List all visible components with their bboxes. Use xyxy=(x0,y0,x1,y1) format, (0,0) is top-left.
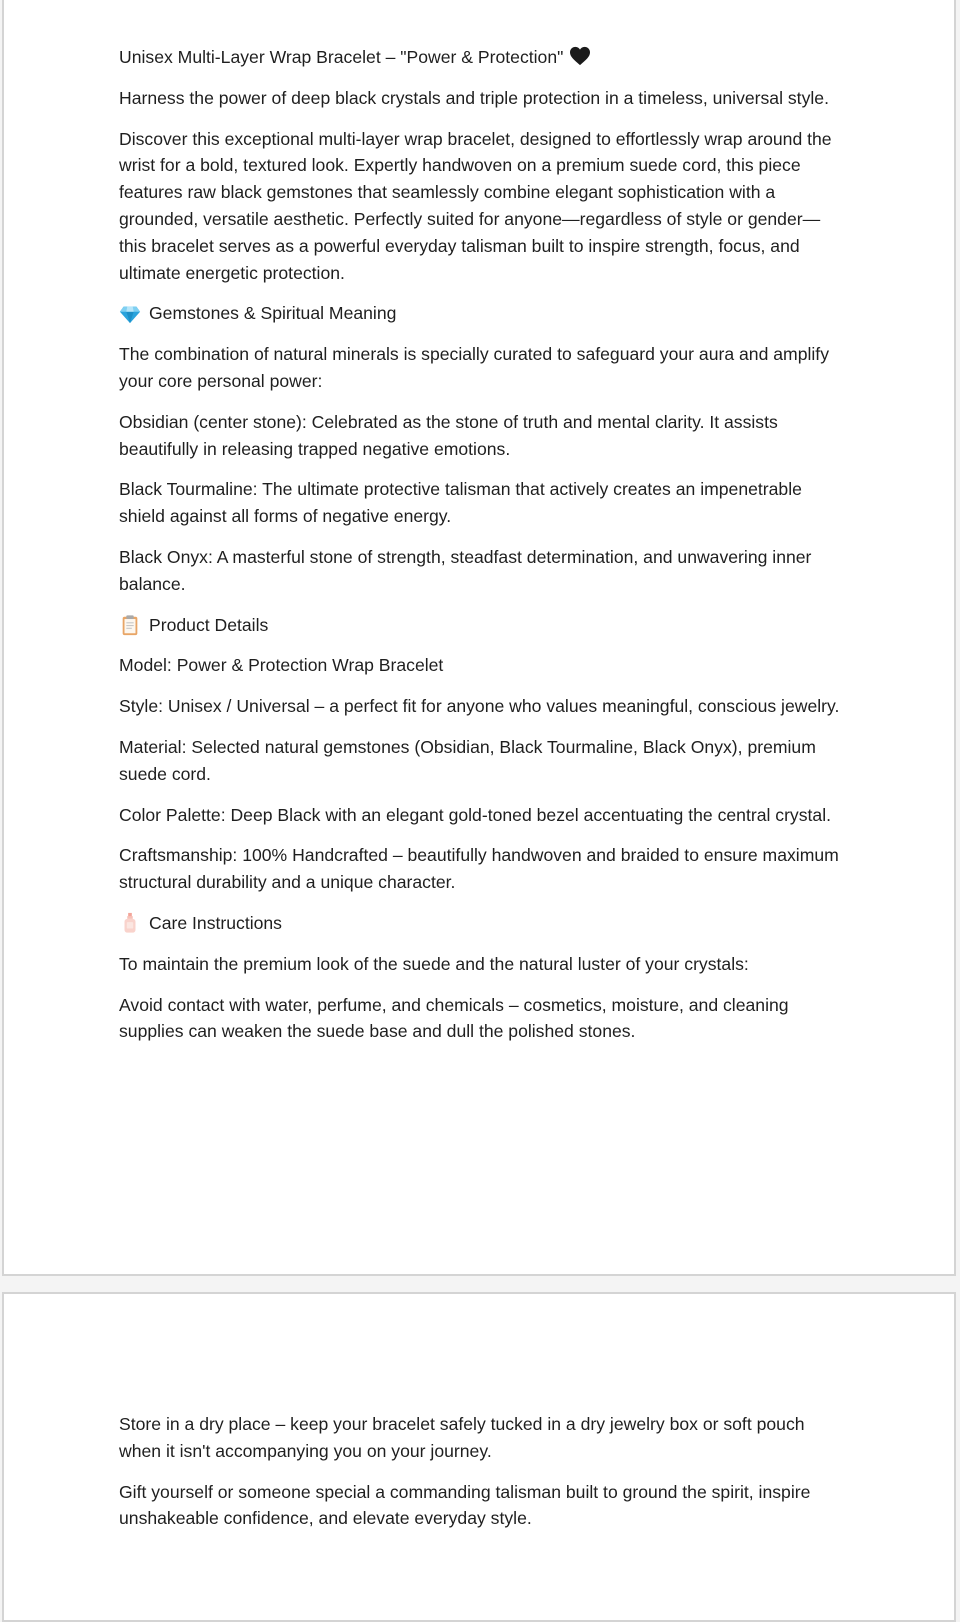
document-page-1 xyxy=(2,0,956,1276)
gem-icon xyxy=(119,303,141,325)
detail-item: Craftsmanship: 100% Handcrafted – beautifully handwoven and braided to ensure maximum structural durability and a unique character. xyxy=(119,845,839,893)
detail-item: Color Palette: Deep Black with an elegant gold-toned bezel accentuating the central crystal. xyxy=(119,804,831,825)
detail-item: Style: Unisex / Universal – a perfect fit for anyone who values meaningful, conscious jewelry. xyxy=(119,696,840,717)
product-title-text: Unisex Multi-Layer Wrap Bracelet – "Power & Protection" xyxy=(119,47,564,67)
page-2-content xyxy=(119,1411,844,1532)
gemstones-heading xyxy=(119,300,844,327)
care-item: Store in a dry place – keep your bracelet safely tucked in a dry jewelry box or soft pouch when it isn't accompanying you on your journey. xyxy=(119,1414,805,1461)
page-1-content xyxy=(119,44,844,1045)
gemstones-intro: The combination of natural minerals is specially curated to safeguard your aura and amplify your core personal power: xyxy=(119,344,829,391)
detail-item: Material: Selected natural gemstones (Obsidian, Black Tourmaline, Black Onyx), premium suede cord. xyxy=(119,736,816,784)
care-heading xyxy=(119,910,844,937)
intro-paragraph: Harness the power of deep black crystals and triple protection in a timeless, universal style. xyxy=(119,87,829,108)
lotion-bottle-icon xyxy=(119,912,141,934)
details-heading xyxy=(119,612,844,639)
gemstone-item: Black Onyx: A masterful stone of strength, steadfast determination, and unwavering inner balance. xyxy=(119,546,812,594)
document-page-2 xyxy=(2,1292,956,1622)
details-heading-text: Product Details xyxy=(149,614,269,635)
gemstone-item: Obsidian (center stone): Celebrated as the stone of truth and mental clarity. It assists beautifully in releasing trapped negative emotions. xyxy=(119,411,778,459)
description-paragraph: Discover this exceptional multi-layer wrap bracelet, designed to effortlessly wrap around the wrist for a bold, textured look. Expertly handwoven on a premium suede cord, this piece features raw black gemstones that seamlessly combine elegant sophistication with a grounded, versatile aesthetic. Perfectly suited for anyone—regardless of style or gender—this bracelet serves as a powerful everyday talisman built to inspire strength, focus, and ultimate energetic protection. xyxy=(119,128,832,283)
gemstone-item: Black Tourmaline: The ultimate protective talisman that actively creates an impenetrable shield against all forms of negative energy. xyxy=(119,479,802,527)
black-heart-icon xyxy=(569,46,591,66)
closing-paragraph: Gift yourself or someone special a commanding talisman built to ground the spirit, inspire unshakeable confidence, and elevate everyday style. xyxy=(119,1481,811,1529)
product-title xyxy=(119,44,844,71)
care-heading-text: Care Instructions xyxy=(149,912,282,933)
gemstones-heading-text: Gemstones & Spiritual Meaning xyxy=(149,303,397,324)
clipboard-icon xyxy=(119,614,141,636)
detail-item: Model: Power & Protection Wrap Bracelet xyxy=(119,655,444,676)
care-intro: To maintain the premium look of the suede and the natural luster of your crystals: xyxy=(119,953,749,974)
care-item: Avoid contact with water, perfume, and chemicals – cosmetics, moisture, and cleaning supplies can weaken the suede base and dull the polished stones. xyxy=(119,994,789,1042)
